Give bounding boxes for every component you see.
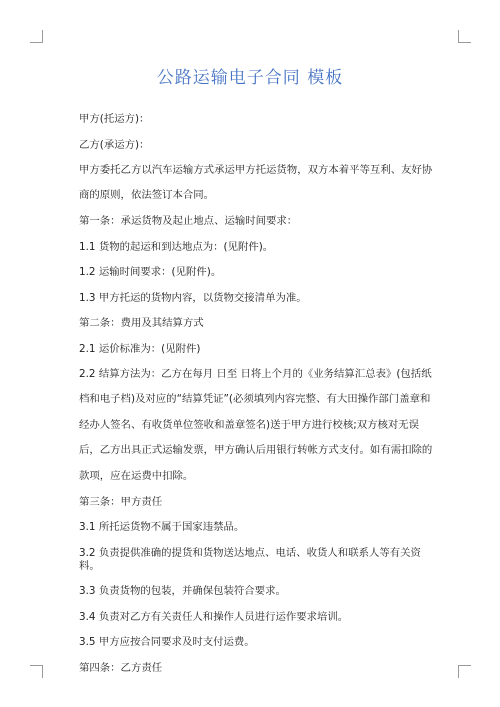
document-body (79, 113, 435, 687)
clause-2-1: 2.1 运价标准为：(见附件) (79, 342, 201, 355)
article-1-heading: 第一条：承运货物及起止地点、运输时间要求： (79, 215, 298, 227)
clause-1-2: 1.2 运输时间要求：(见附件)。 (79, 266, 222, 278)
article-2-heading: 第二条：费用及其结算方式 (79, 317, 204, 329)
article-3-heading: 第三条：甲方责任 (79, 495, 163, 508)
crop-mark-top-right (458, 30, 471, 43)
clause-1-1: 1.1 货物的起运和到达地点为：(见附件)。 (79, 240, 274, 253)
clause-3-1: 3.1 所托运货物不属于国家违禁品。 (79, 521, 245, 533)
party-b-line: 乙方(承运方)： (79, 138, 150, 151)
crop-mark-bottom-right (458, 665, 471, 678)
clause-3-3: 3.3 负责货物的包装，并确保包装符合要求。 (79, 585, 286, 597)
clause-3-5: 3.5 甲方应按合同要求及时支付运费。 (79, 636, 255, 648)
clause-2-2: 2.2 结算方法为：乙方在每月 日至 日将上个月的《业务结算汇总表》(包括纸档和电子档)及对应的“结算凭证”(必须填列内容完整、有大田操作部门盖章和经办人签名、有收货单位签收和盖章签名)送于甲方进行校核;双方核对无误后，乙方出具正式运输发票，甲方确认后用银行转帐方式支付。如有需扣除的款项，应在运费中扣除。 (79, 367, 433, 482)
crop-mark-top-left (30, 30, 43, 43)
preamble-paragraph: 甲方委托乙方以汽车运输方式承运甲方托运货物，双方本着平等互利、友好协商的原则，依法签订本合同。 (79, 163, 433, 202)
clause-1-3: 1.3 甲方托运的货物内容，以货物交接清单为准。 (79, 291, 307, 304)
party-a-line: 甲方(托运方)： (79, 113, 150, 125)
clause-3-2: 3.2 负责提供准确的提货和货物送达地点、电话、收货人和联系人等有关资料。 (79, 546, 421, 572)
clause-3-4: 3.4 负责对乙方有关责任人和操作人员进行运作要求培训。 (79, 610, 349, 623)
article-4-heading: 第四条：乙方责任 (79, 661, 163, 674)
document-title: 公路运输电子合同 模板 (156, 68, 344, 88)
crop-mark-bottom-left (30, 665, 43, 678)
